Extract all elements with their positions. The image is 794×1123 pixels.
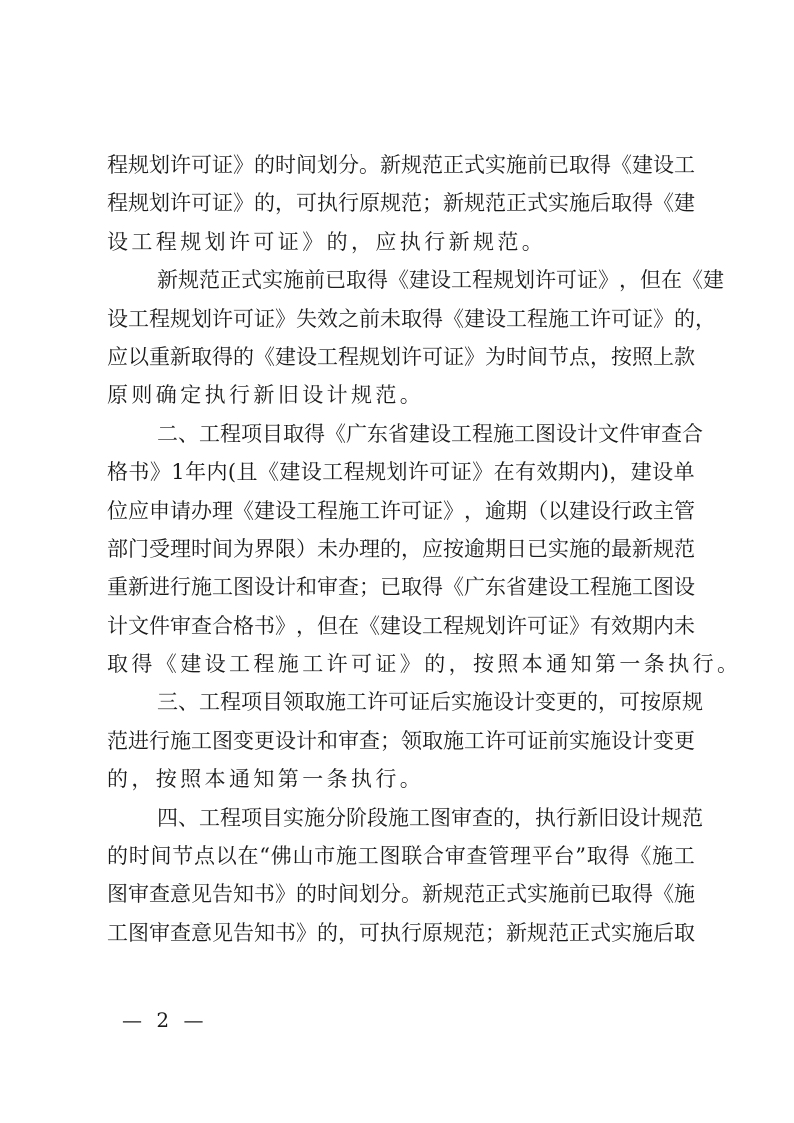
- text-line: 计 文 件 审 查 合 格 书 》 ， 但 在 《 建 设 工 程 规 划 许 可 证 》 有 效 期 内 未: [107, 613, 695, 638]
- text-line: 程 规 划 许 可 证 》 的 ， 可 执 行 原 规 范 ； 新 规 范 正 式 实 施 后 取 得 《 建: [107, 191, 695, 216]
- text-line: 取得《建设工程施工许可证》的，按照本通知第一条执行。: [107, 652, 742, 677]
- page-number: — 2 —: [122, 1008, 208, 1032]
- text-line: 部 门 受 理 时 间 为 界 限 ） 未 办 理 的 ， 应 按 逾 期 日 已 实 施 的 最 新 规 范: [107, 536, 695, 561]
- text-line: 二 、 工 程 项 目 取 得 《 广 东 省 建 设 工 程 施 工 图 设 计 文 件 审 查 合: [157, 421, 703, 446]
- text-line: 范 进 行 施 工 图 变 更 设 计 和 审 查 ； 领 取 施 工 许 可 证 前 实 施 设 计 变 更: [107, 728, 695, 753]
- paragraph-2: [107, 261, 724, 415]
- text-line: 的，按照本通知第一条执行。: [107, 767, 425, 792]
- text-line: 设工程规划许可证》的，应执行新规范。: [107, 229, 547, 254]
- text-line: 重 新 进 行 施 工 图 设 计 和 审 查 ； 已 取 得 《 广 东 省 建 设 工 程 施 工 图 设: [107, 575, 695, 600]
- text-line: 三 、 工 程 项 目 领 取 施 工 许 可 证 后 实 施 设 计 变 更 的 ， 可 按 原 规: [157, 690, 703, 715]
- paragraph-section-2: [107, 415, 742, 684]
- text-line: 四 、 工 程 项 目 实 施 分 阶 段 施 工 图 审 查 的 ， 执 行 新 旧 设 计 规 范: [157, 805, 703, 830]
- text-line: 工 图 审 查 意 见 告 知 书 》 的 ， 可 执 行 原 规 范 ； 新 规 范 正 式 实 施 后 取: [107, 920, 695, 945]
- text-line: 设 工 程 规 划 许 可 证 》 失 效 之 前 未 取 得 《 建 设 工 程 施 工 许 可 证 》 的 ，: [107, 306, 716, 331]
- body-text: [107, 146, 742, 952]
- paragraph-section-4: [107, 799, 703, 953]
- paragraph-1: [107, 146, 695, 261]
- text-line: 位 应 申 请 办 理 《 建 设 工 程 施 工 许 可 证 》 ， 逾 期 （ 以 建 设 行 政 主 管: [107, 498, 695, 523]
- text-line: 原则确定执行新旧设计规范。: [107, 383, 425, 408]
- text-line: 格 书 》 1 年 内 ( 且 《 建 设 工 程 规 划 许 可 证 》 在 有 效 期 内 ) ， 建 设 单: [107, 460, 695, 485]
- text-line: 应 以 重 新 取 得 的 《 建 设 工 程 规 划 许 可 证 》 为 时 间 节 点 ， 按 照 上 款: [107, 344, 695, 369]
- paragraph-section-3: [107, 683, 703, 798]
- text-line: 新 规 范 正 式 实 施 前 已 取 得 《 建 设 工 程 规 划 许 可 证 》 ， 但 在 《 建: [157, 268, 724, 293]
- text-line: 程 规 划 许 可 证 》 的 时 间 划 分 。 新 规 范 正 式 实 施 前 已 取 得 《 建 设 工: [107, 153, 695, 177]
- text-line: 图 审 查 意 见 告 知 书 》 的 时 间 划 分 。 新 规 范 正 式 实 施 前 已 取 得 《 施: [107, 882, 695, 907]
- text-line: 的 时 间 节 点 以 在 “ 佛 山 市 施 工 图 联 合 审 查 管 理 平 台 ” 取 得 《 施 工: [107, 844, 695, 869]
